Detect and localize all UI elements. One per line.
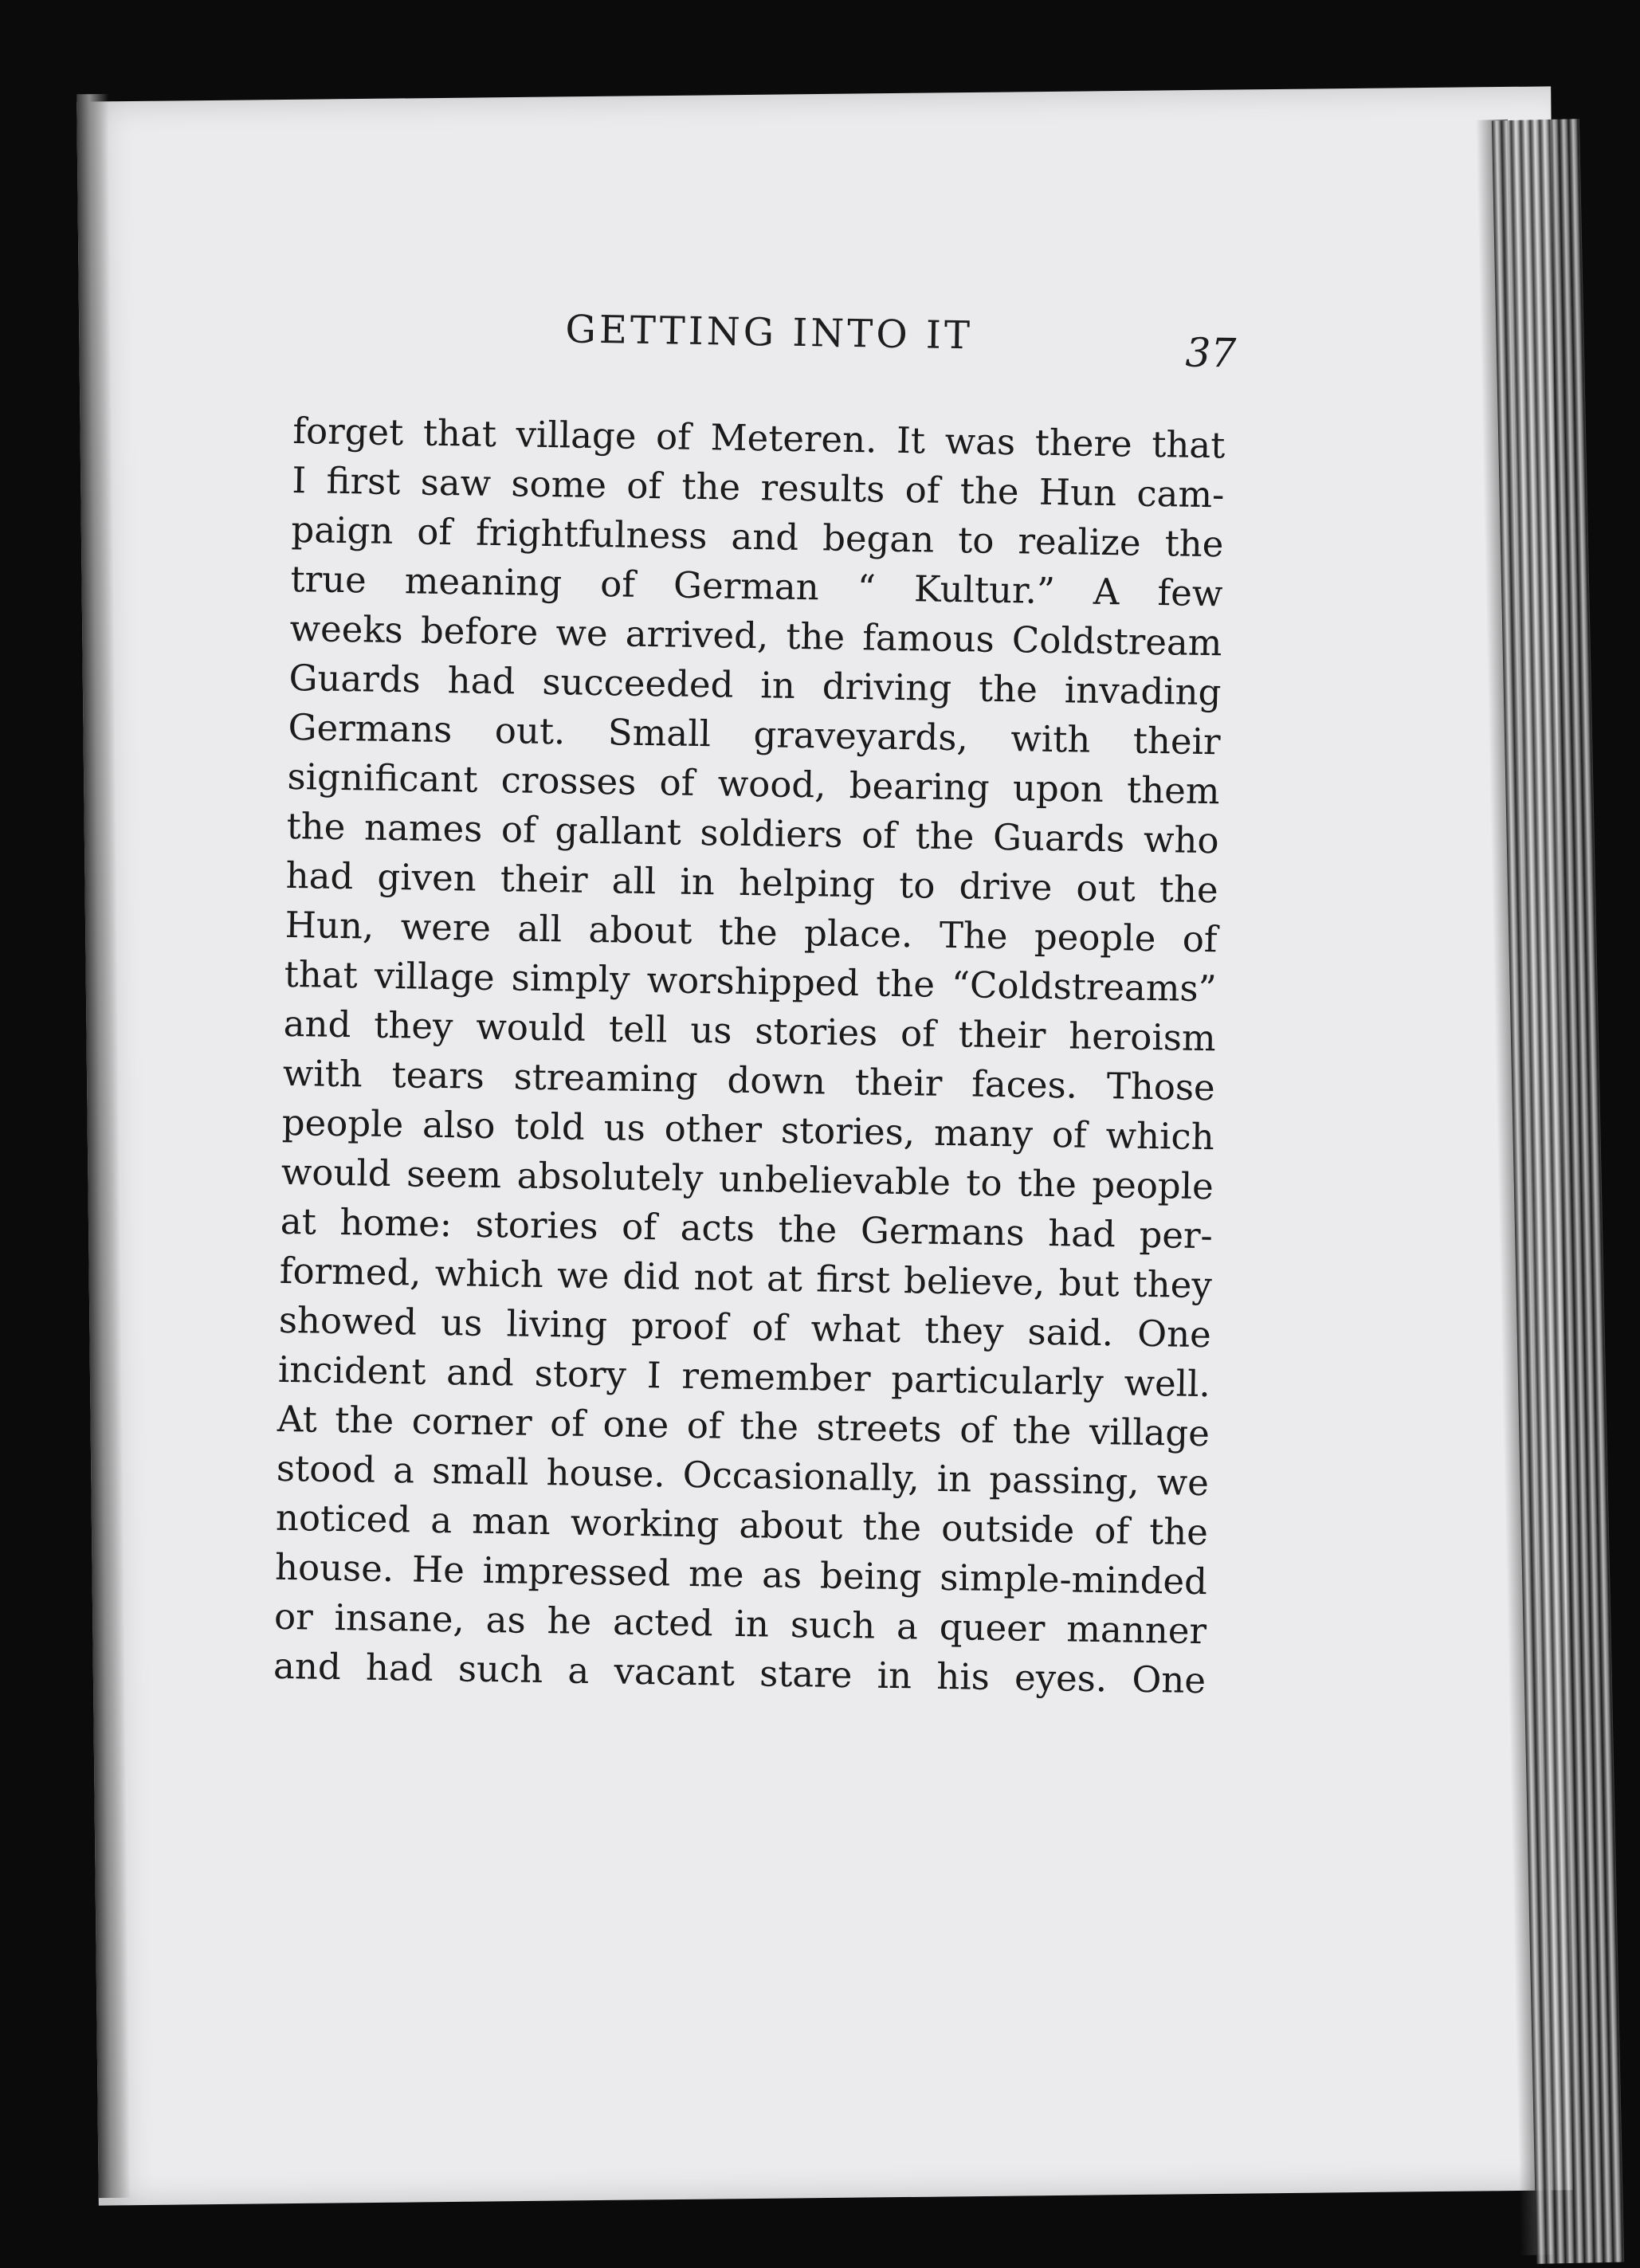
text-line: the names of gallant soldiers of the Guards who <box>286 804 1219 862</box>
running-head <box>294 303 1237 389</box>
text-line: with tears streaming down their faces. Those <box>282 1051 1216 1109</box>
text-line: house. He impressed me as being simple-minded <box>274 1545 1208 1603</box>
body-text <box>273 406 1226 1705</box>
text-line: Hun, were all about the place. The people of <box>284 903 1218 961</box>
text-line: significant crosses of wood, bearing upon them <box>287 755 1220 813</box>
text-line: at home: stories of acts the Germans had per- <box>280 1199 1214 1258</box>
text-line: forget that village of Meteren. It was there that <box>292 409 1226 467</box>
text-line: and they would tell us stories of their heroism <box>283 1002 1217 1060</box>
text-line: showed us living proof of what they said. One <box>278 1298 1212 1356</box>
text-line: I first saw some of the results of the Hun cam- <box>292 458 1225 516</box>
text-line: weeks before we arrived, the famous Coldstream <box>289 606 1222 665</box>
text-line: At the corner of one of the streets of the village <box>277 1397 1210 1455</box>
text-line: and had such a vacant stare in his eyes. One <box>273 1644 1206 1702</box>
text-line: Germans out. Small graveyards, with their <box>288 705 1221 763</box>
text-line: that village simply worshipped the “Coldstreams” <box>284 952 1218 1010</box>
text-line: had given their all in helping to drive out the <box>285 853 1218 912</box>
text-line: formed, which we did not at first believe, but they <box>279 1249 1213 1307</box>
text-line: noticed a man working about the outside of the <box>275 1496 1209 1554</box>
text-line: paign of frightfulness and began to realize the <box>291 508 1224 566</box>
text-line: incident and story I remember particularly well. <box>277 1348 1211 1406</box>
text-line: would seem absolutely unbelievable to the people <box>281 1150 1214 1208</box>
text-line: or insane, as he acted in such a queer manner <box>273 1595 1207 1653</box>
text-line: Guards had succeeded in driving the invading <box>288 656 1222 714</box>
text-line: stood a small house. Occasionally, in passing, we <box>276 1446 1210 1505</box>
running-title: GETTING INTO IT <box>565 307 974 359</box>
page-number: 37 <box>1185 329 1237 377</box>
text-line: true meaning of German “ Kultur.” A few <box>290 557 1223 615</box>
text-block <box>273 303 1237 1705</box>
text-line: people also told us other stories, many of which <box>281 1101 1215 1159</box>
